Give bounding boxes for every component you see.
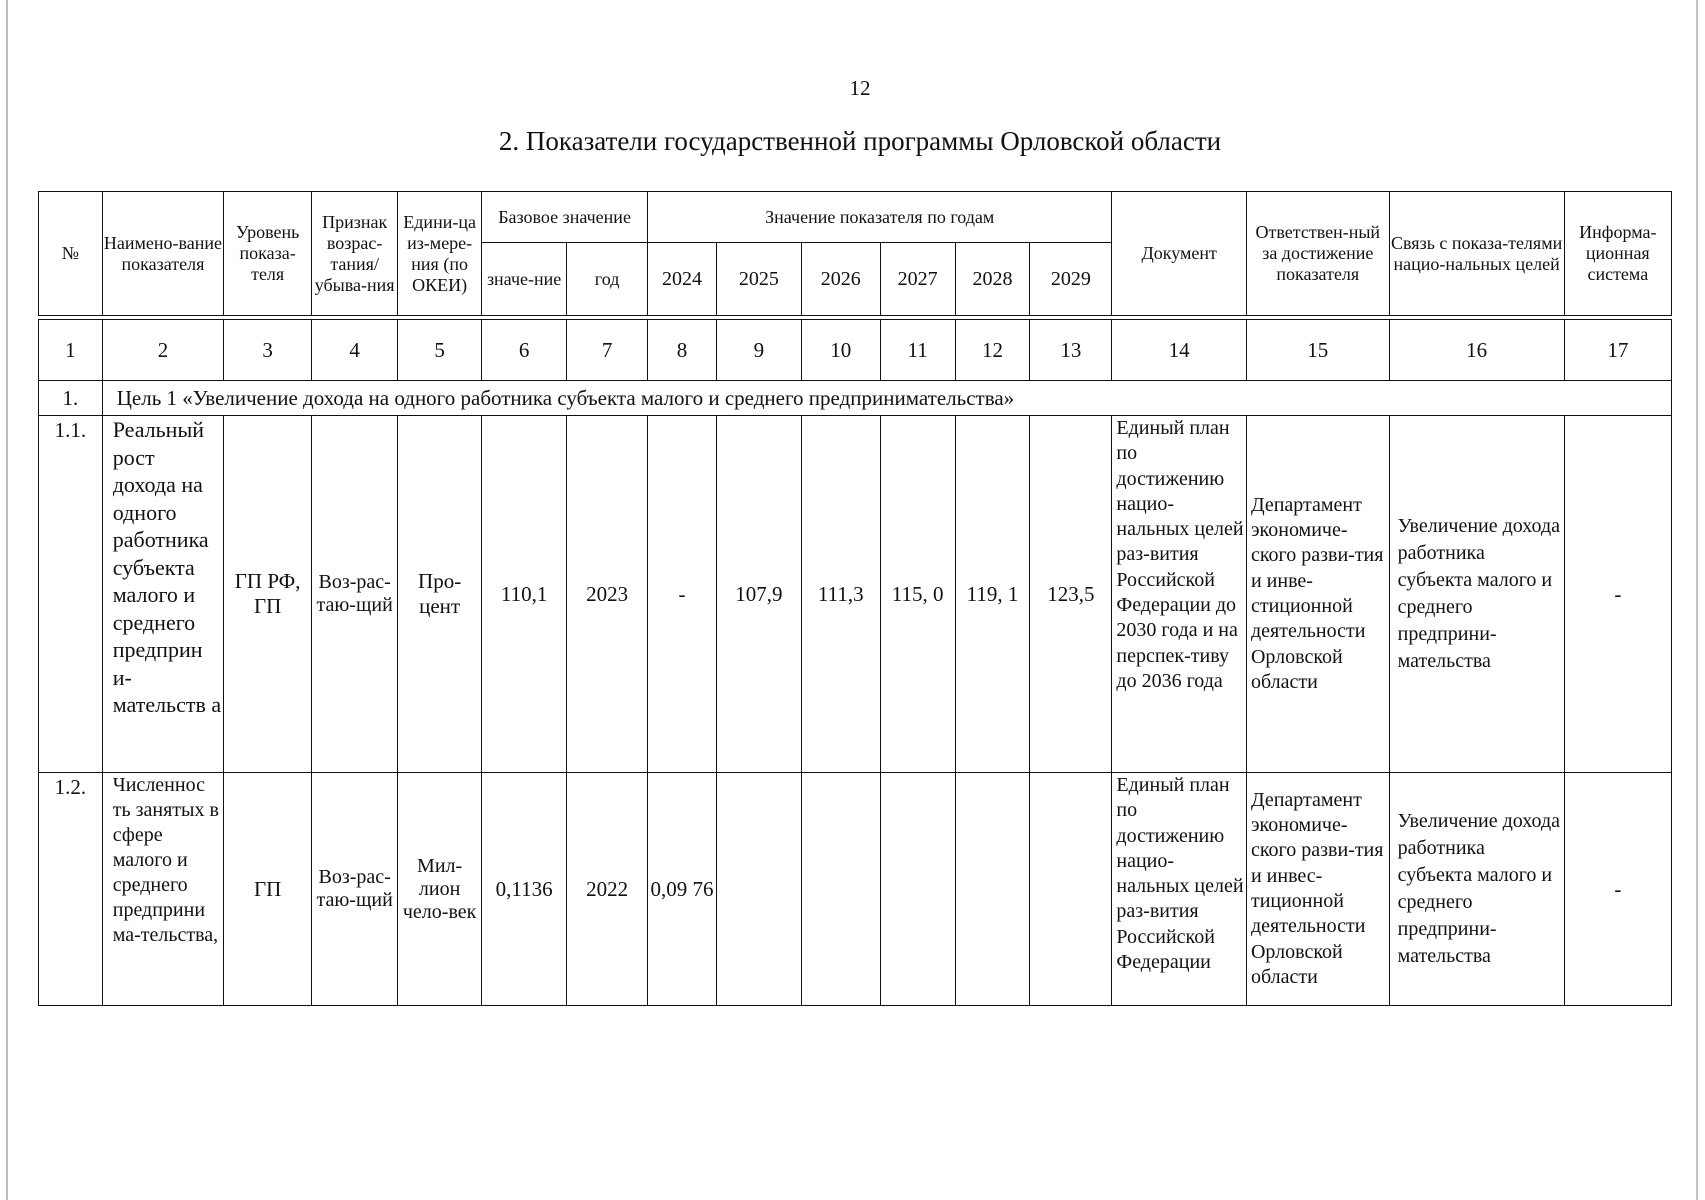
national-goals-link: Увеличение дохода работника субъекта малого и среднего предприни-мательства	[1389, 773, 1564, 1006]
header-years-group: Значение показателя по годам	[648, 192, 1112, 243]
column-number: 7	[567, 320, 648, 381]
value-2024: -	[648, 416, 717, 773]
column-number: 2	[102, 320, 223, 381]
header-responsible: Ответствен-ный за достижение показателя	[1246, 192, 1389, 316]
header-number: №	[39, 192, 103, 316]
base-value: 110,1	[482, 416, 567, 773]
header-document: Документ	[1112, 192, 1247, 316]
info-system: -	[1564, 773, 1671, 1006]
responsible: Департамент экономиче-ского разви-тия и инвес-тиционной деятельности Орловской области	[1246, 773, 1389, 1006]
column-number: 16	[1389, 320, 1564, 381]
header-trend: Признак возрас-тания/ убыва-ния	[312, 192, 398, 316]
value-2024: 0,09 76	[648, 773, 717, 1006]
column-number: 13	[1030, 320, 1112, 381]
indicator-unit: Мил-лион чело-век	[398, 773, 482, 1006]
header-year-2026: 2026	[801, 243, 880, 316]
header-base-year: год	[567, 243, 648, 316]
page-title: 2. Показатели государственной программы Орловской области	[498, 126, 1222, 156]
column-number: 12	[955, 320, 1030, 381]
page-edge-right	[1696, 0, 1698, 1200]
page-number: 12	[849, 76, 871, 100]
header-info-system: Информа-ционная система	[1564, 192, 1671, 316]
document-text: Единый план по достижению нацио-нальных целей раз-вития Российской Федерации	[1116, 774, 1244, 974]
header-base-group: Базовое значение	[482, 192, 648, 243]
column-number: 1	[39, 320, 103, 381]
column-number: 15	[1246, 320, 1389, 381]
row-number: 1.2.	[39, 773, 103, 1006]
base-year: 2022	[567, 773, 648, 1006]
indicators-table-wrapper	[38, 191, 1672, 1006]
column-number: 5	[398, 320, 482, 381]
column-number: 4	[312, 320, 398, 381]
goal-text: Цель 1 «Увеличение дохода на одного работника субъекта малого и среднего предпринимательства»	[102, 381, 1671, 416]
info-system: -	[1564, 416, 1671, 773]
header-year-2027: 2027	[880, 243, 955, 316]
header-year-2024: 2024	[648, 243, 717, 316]
indicator-level: ГП РФ, ГП	[224, 416, 312, 773]
table-row	[39, 773, 1672, 1006]
value-2025	[716, 773, 801, 1006]
responsible: Департамент экономиче-ского разви-тия и инве-стиционной деятельности Орловской области	[1246, 416, 1389, 773]
header-row	[39, 192, 1672, 243]
goal-number: 1.	[39, 381, 103, 416]
value-2026: 111,3	[801, 416, 880, 773]
header-national-goals-link: Связь с показа-телями нацио-нальных целей	[1389, 192, 1564, 316]
value-2029	[1030, 773, 1112, 1006]
column-number: 14	[1112, 320, 1247, 381]
indicator-trend: Воз-рас-таю-щий	[312, 773, 398, 1006]
header-base-value: значе-ние	[482, 243, 567, 316]
indicators-table	[38, 191, 1672, 1006]
page-edge-left	[6, 0, 8, 1200]
goal-row	[39, 381, 1672, 416]
column-number: 6	[482, 320, 567, 381]
indicator-trend: Воз-рас-таю-щий	[312, 416, 398, 773]
value-2027	[880, 773, 955, 1006]
header-unit: Едини-ца из-мере-ния (по ОКЕИ)	[398, 192, 482, 316]
indicator-name	[102, 416, 223, 773]
column-number: 9	[716, 320, 801, 381]
indicator-name-text: Численнос ть занятых в сфере малого и среднего предприни ма-тельства,	[112, 774, 219, 946]
column-numbers-row	[39, 320, 1672, 381]
document	[1112, 773, 1247, 1006]
indicator-level: ГП	[224, 773, 312, 1006]
column-number: 17	[1564, 320, 1671, 381]
column-number: 11	[880, 320, 955, 381]
document-text: Единый план по достижению нацио-нальных целей раз-вития Российской Федерации до 2030 года и на перспек-тиву до 2036 года	[1116, 417, 1244, 692]
base-year: 2023	[567, 416, 648, 773]
indicator-unit: Про-цент	[398, 416, 482, 773]
indicator-name-text: Реальный рост дохода на одного работника субъекта малого и среднего предприн и-мательств а	[112, 417, 222, 717]
value-2028: 119, 1	[955, 416, 1030, 773]
header-name: Наимено-вание показателя	[102, 192, 223, 316]
value-2029: 123,5	[1030, 416, 1112, 773]
table-row	[39, 416, 1672, 773]
document	[1112, 416, 1247, 773]
column-number: 8	[648, 320, 717, 381]
header-year-2028: 2028	[955, 243, 1030, 316]
value-2026	[801, 773, 880, 1006]
column-number: 10	[801, 320, 880, 381]
header-year-2025: 2025	[716, 243, 801, 316]
row-number: 1.1.	[39, 416, 103, 773]
header-year-2029: 2029	[1030, 243, 1112, 316]
column-number: 3	[224, 320, 312, 381]
header-level: Уровень показа-теля	[224, 192, 312, 316]
value-2027: 115, 0	[880, 416, 955, 773]
indicator-name	[102, 773, 223, 1006]
value-2025: 107,9	[716, 416, 801, 773]
value-2028	[955, 773, 1030, 1006]
national-goals-link: Увеличение дохода работника субъекта малого и среднего предприни-мательства	[1389, 416, 1564, 773]
base-value: 0,1136	[482, 773, 567, 1006]
